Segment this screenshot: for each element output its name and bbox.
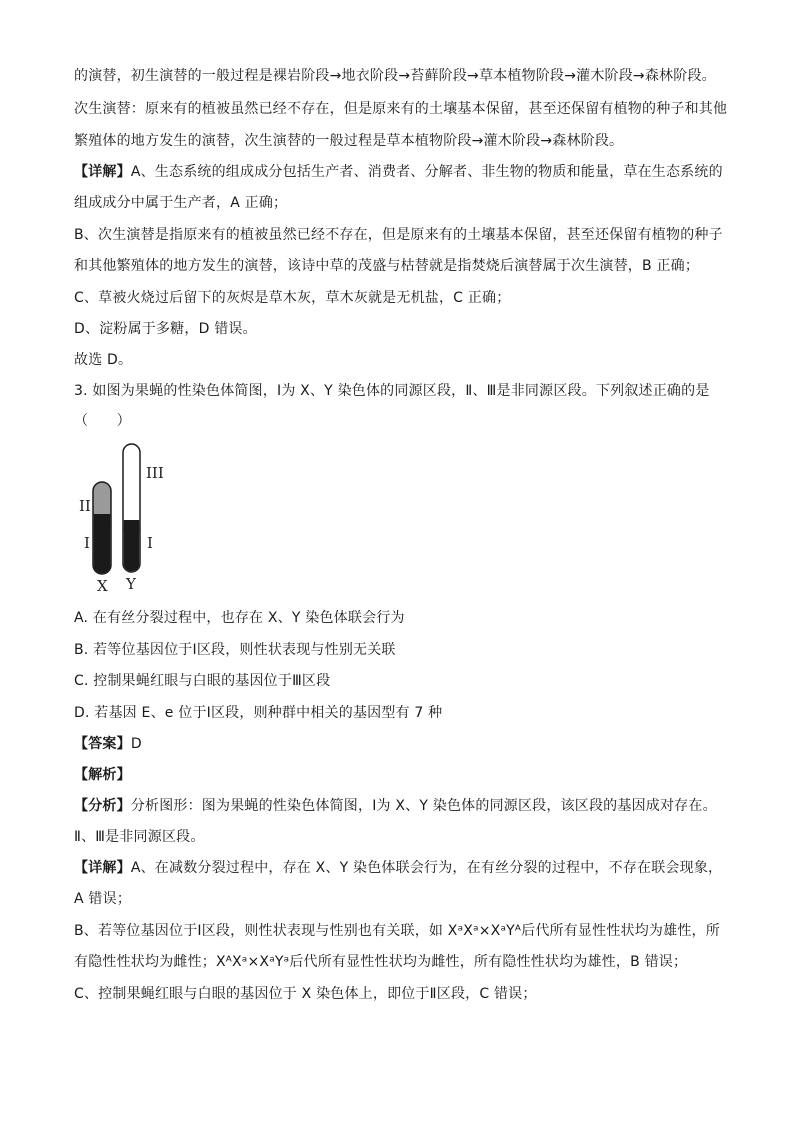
text-line: B、若等位基因位于Ⅰ区段，则性状表现与性别也有关联，如 XᵃXᵃ×XᵃYᴬ后代所有显性性状均为雄性，所	[74, 923, 720, 939]
text-span: A、在减数分裂过程中，存在 X、Y 染色体联会行为，在有丝分裂的过程中，不存在联会现象，	[130, 860, 723, 876]
option-d: D. 若基因 E、e 位于Ⅰ区段，则种群中相关的基因型有 7 种	[74, 705, 443, 721]
text-line	[74, 162, 724, 182]
text-line: 故选 D。	[74, 352, 133, 368]
text-line: 有隐性性状均为雌性；XᴬXᵃ×XᵃYᵃ后代所有显性性状均为雌性，所有隐性性状均为雄性，B 错误；	[74, 954, 688, 970]
label-i-left: I	[84, 534, 90, 552]
analysis-title	[74, 765, 724, 785]
label-ii: II	[79, 497, 91, 515]
text-line: A 错误；	[74, 891, 132, 907]
section-tag: 【详解】	[74, 164, 131, 180]
answer-tag: 【答案】	[74, 736, 131, 752]
label-x: X	[97, 577, 108, 595]
text-line	[74, 796, 724, 816]
text-line: 繁殖体的地方发生的演替，次生演替的一般过程是草本植物阶段→灌木阶段→森林阶段。	[74, 133, 624, 149]
text-line: 次生演替：原来有的植被虽然已经不存在，但是原来有的土壤基本保留，甚至还保留有植物的种子和其他	[74, 101, 728, 117]
y-homologous-region-top	[124, 520, 139, 530]
question-stem: 3. 如图为果蝇的性染色体简图，Ⅰ为 X、Y 染色体的同源区段，Ⅱ、Ⅲ是非同源区段。下列叙述正确的是	[74, 383, 710, 399]
analysis-tag: 【解析】	[74, 767, 131, 783]
section-tag: 【详解】	[74, 860, 131, 876]
text-line: Ⅱ、Ⅲ是非同源区段。	[74, 829, 205, 845]
label-i-right: I	[147, 534, 153, 552]
option-c: C. 控制果蝇红眼与白眼的基因位于Ⅲ区段	[74, 673, 331, 689]
question-paren: （ ）	[74, 413, 131, 429]
answer-value: D	[130, 736, 142, 752]
sex-chromosome-figure	[74, 436, 194, 596]
text-line: 和其他繁殖体的地方发生的演替，该诗中草的茂盛与枯替就是指焚烧后演替属于次生演替，B 正确；	[74, 258, 700, 274]
chromosome-diagram	[74, 436, 194, 596]
text-span: A、生态系统的组成成分包括生产者、消费者、分解者、非生物的物质和能量，草在生态系统的	[130, 164, 723, 180]
text-line: B、次生演替是指原来有的植被虽然已经不存在，但是原来有的土壤基本保留，甚至还保留有植物的种子	[74, 227, 723, 243]
text-line: C、控制果蝇红眼与白眼的基因位于 X 染色体上，即位于Ⅱ区段，C 错误；	[74, 986, 537, 1002]
text-line: 的演替，初生演替的一般过程是裸岩阶段→地衣阶段→苔藓阶段→草本植物阶段→灌木阶段→森林阶段。	[74, 68, 716, 84]
answer-line	[74, 734, 724, 754]
label-y: Y	[126, 575, 136, 593]
x-homologous-region-top	[94, 514, 110, 526]
text-line: D、淀粉属于多糖，D 错误。	[74, 321, 257, 337]
option-a: A. 在有丝分裂过程中，也存在 X、Y 染色体联会行为	[74, 610, 405, 626]
option-b: B. 若等位基因位于Ⅰ区段，则性状表现与性别无关联	[74, 642, 396, 658]
text-line: C、草被火烧过后留下的灰烬是草木灰，草木灰就是无机盐，C 正确；	[74, 290, 511, 306]
text-line	[74, 858, 724, 878]
text-span: 分析图形：图为果蝇的性染色体简图，Ⅰ为 X、Y 染色体的同源区段，该区段的基因成对存在。	[130, 798, 717, 814]
section-tag: 【分析】	[74, 798, 131, 814]
label-iii: III	[146, 464, 164, 482]
text-line: 组成成分中属于生产者，A 正确；	[74, 195, 288, 211]
